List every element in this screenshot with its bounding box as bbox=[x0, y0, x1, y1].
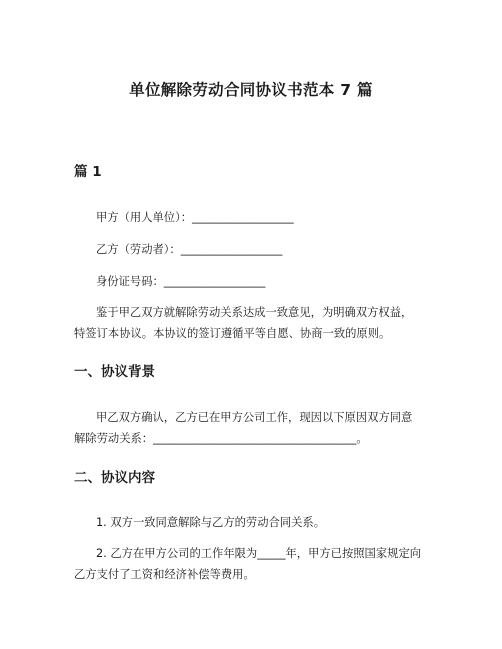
section-1-heading: 一、协议背景 bbox=[74, 364, 155, 380]
section-2-heading: 二、协议内容 bbox=[74, 470, 155, 486]
part-heading: 篇 1 bbox=[74, 164, 102, 180]
id-number-line: 身份证号码：__________________ bbox=[96, 275, 266, 288]
party-a-line: 甲方（用人单位）：__________________ bbox=[96, 211, 294, 224]
document-title: 单位解除劳动合同协议书范本 7 篇 bbox=[129, 81, 373, 99]
section-1-paragraph-line-1: 甲乙双方确认，乙方已在甲方公司工作，现因以下原因双方同意 bbox=[96, 411, 413, 424]
intro-paragraph-line-1: 鉴于甲乙双方就解除劳动关系达成一致意见，为明确双方权益， bbox=[96, 306, 413, 319]
intro-paragraph-line-2: 特签订本协议。本协议的签订遵循平等自愿、协商一致的原则。 bbox=[74, 327, 391, 340]
section-1-paragraph-line-2: 解除劳动关系：____________________________________。 bbox=[74, 432, 368, 445]
list-item-2-line-2: 乙方支付了工资和经济补偿等费用。 bbox=[74, 568, 255, 581]
list-item-2-line-1: 2. 乙方在甲方公司的工作年限为_____年，甲方已按照国家规定向 bbox=[96, 547, 422, 560]
party-b-line: 乙方（劳动者）：__________________ bbox=[96, 243, 283, 256]
list-item-1: 1. 双方一致同意解除与乙方的劳动合同关系。 bbox=[96, 516, 326, 529]
